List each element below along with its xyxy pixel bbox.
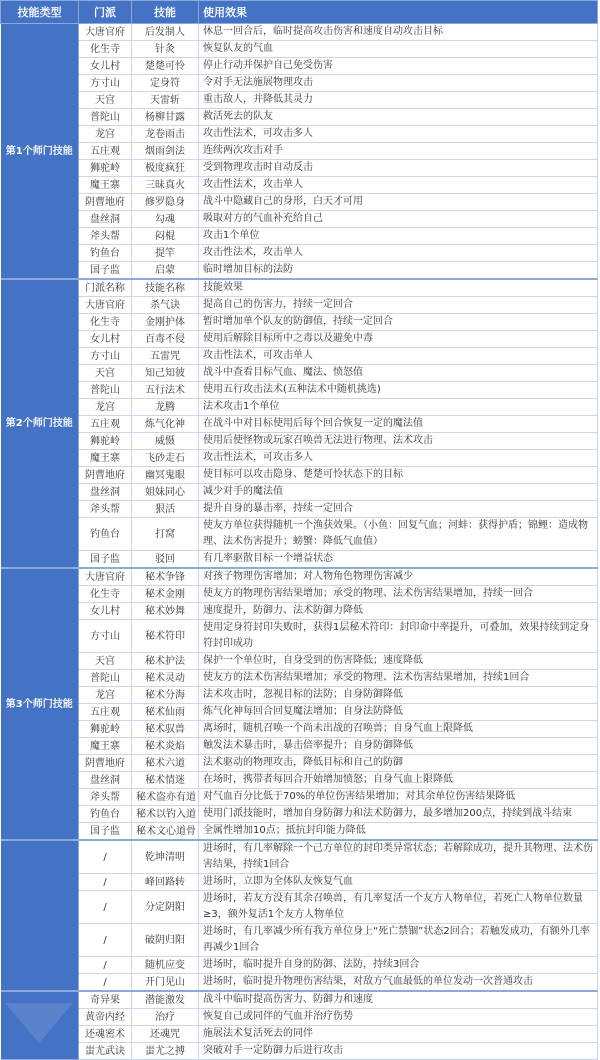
effect-cell: 进场时，有几率解除一个己方单位的封印类异常状态；若解除成功，提升其物理、法术伤害结果，持续1回合 [199, 840, 598, 874]
effect-cell: 触发法术暴击时，暴击倍率提升；自身防御降低 [199, 738, 598, 755]
effect-cell: 重击敌人，并降低其灵力 [199, 92, 598, 109]
table-row [1, 262, 598, 280]
skill-cell: 幽冥鬼眼 [132, 467, 199, 484]
table-row [1, 314, 598, 331]
effect-cell: 攻击性法术，可攻击多人 [199, 450, 598, 467]
school-cell: 盘丝洞 [79, 772, 132, 789]
table-row [1, 160, 598, 177]
table-row [1, 586, 598, 603]
school-cell: / [79, 924, 132, 957]
effect-cell: 在场时，携带者每回合开始增加愤怒；自身气血上限降低 [199, 772, 598, 789]
effect-cell: 对孩子物理伤害增加；对人物角色物理伤害减少 [199, 568, 598, 586]
school-cell: 化生寺 [79, 314, 132, 331]
effect-cell: 攻击性法术，可攻击多人 [199, 126, 598, 143]
skill-cell: 狠活 [132, 501, 199, 518]
table-row [1, 24, 598, 41]
table-row [1, 484, 598, 501]
table-row [1, 433, 598, 450]
skill-cell: 秘术护法 [132, 653, 199, 670]
effect-cell: 吸取对方的气血补充给自己 [199, 211, 598, 228]
effect-cell: 战斗中临时提高伤害力、防御力和速度 [199, 991, 598, 1009]
effect-cell: 休息一回合后，临时提高攻击伤害和速度自动攻击目标 [199, 24, 598, 41]
table-row [1, 772, 598, 789]
skill-cell: 潜能激发 [132, 991, 199, 1009]
skill-cell: 后发制人 [132, 24, 199, 41]
school-cell: 天宫 [79, 92, 132, 109]
skill-cell: 知己知彼 [132, 365, 199, 382]
skill-cell: 秘术金刚 [132, 586, 199, 603]
table-row [1, 1009, 598, 1026]
effect-cell: 速度提升，防御力、法术防御力降低 [199, 603, 598, 620]
school-cell: 五庄观 [79, 143, 132, 160]
effect-cell: 技能效果 [199, 279, 598, 297]
effect-cell: 保护一个单位时，自身受到的伤害降低；速度降低 [199, 653, 598, 670]
table-header-row [1, 1, 598, 24]
table-row [1, 840, 598, 874]
header-effect: 使用效果 [199, 1, 598, 24]
skill-cell: 驳回 [132, 551, 199, 569]
header-school: 门派 [79, 1, 132, 24]
effect-cell: 攻击性法术，攻击单人 [199, 177, 598, 194]
table-row [1, 924, 598, 957]
school-cell: 女儿村 [79, 58, 132, 75]
table-row [1, 568, 598, 586]
skill-cell: 打窝 [132, 518, 199, 551]
school-cell: 方寸山 [79, 348, 132, 365]
effect-cell: 使用后解除目标所中之毒以及避免中毒 [199, 331, 598, 348]
effect-cell: 突破对手一定防御力后进行攻击 [199, 1043, 598, 1060]
effect-cell: 离场时，随机召唤一个尚未出战的召唤兽；自身气血上限降低 [199, 721, 598, 738]
school-cell: / [79, 957, 132, 974]
table-row [1, 653, 598, 670]
table-row [1, 143, 598, 160]
school-cell: 方寸山 [79, 75, 132, 92]
table-row [1, 245, 598, 262]
skill-cell: 秘术情迷 [132, 772, 199, 789]
skill-cell: 秘术文心道骨 [132, 823, 199, 841]
table-row [1, 450, 598, 467]
school-cell: 龙宫 [79, 399, 132, 416]
school-cell: 钓鱼台 [79, 806, 132, 823]
table-row [1, 789, 598, 806]
table-row [1, 297, 598, 314]
school-cell: 天宫 [79, 653, 132, 670]
school-cell: 化生寺 [79, 586, 132, 603]
skill-cell: 秘术分海 [132, 687, 199, 704]
table-row [1, 1026, 598, 1043]
school-cell: 狮驼岭 [79, 433, 132, 450]
skill-cell: 蚩尤之搏 [132, 1043, 199, 1060]
table-row [1, 382, 598, 399]
school-cell: 方寸山 [79, 620, 132, 653]
skill-cell: 开门见山 [132, 974, 199, 992]
table-row [1, 551, 598, 569]
effect-cell: 使用定身符封印失败时，获得1层秘术符印：封印命中率提升，可叠加，效果持续到定身符封印成功 [199, 620, 598, 653]
effect-cell: 法术驱动的物理攻击，降低目标和自己的防御 [199, 755, 598, 772]
school-cell: 普陀山 [79, 109, 132, 126]
effect-cell: 使用五行攻击法术(五种法术中随机挑选) [199, 382, 598, 399]
section-label-5 [1, 991, 79, 1060]
school-cell: 钓鱼台 [79, 245, 132, 262]
effect-cell: 攻击性法术，攻击单人 [199, 245, 598, 262]
effect-cell: 恢复队友的气血 [199, 41, 598, 58]
skill-cell: 百毒不侵 [132, 331, 199, 348]
table-row [1, 501, 598, 518]
skill-cell: 烟雨剑法 [132, 143, 199, 160]
effect-cell: 使友方的法术伤害结果增加；承受的物理、法术伤害结果增加，持续1回合 [199, 670, 598, 687]
effect-cell: 进场时，若友方没有其余召唤兽，有几率复活一个友方人物单位，若死亡人物单位数量≥3，额外复活1个友方人物单位 [199, 891, 598, 924]
effect-cell: 使用后使怪物或玩家召唤兽无法进行物理、法术攻击 [199, 433, 598, 450]
skill-cell: 随机应变 [132, 957, 199, 974]
table-row [1, 874, 598, 891]
header-skill: 技能 [132, 1, 199, 24]
school-cell: 国子监 [79, 262, 132, 280]
effect-cell: 法术攻击1个单位 [199, 399, 598, 416]
table-row [1, 211, 598, 228]
chevron-down-icon [5, 1003, 73, 1043]
skill-cell: 秘术驭兽 [132, 721, 199, 738]
school-cell: 斧头帮 [79, 228, 132, 245]
skill-cell: 杨柳甘露 [132, 109, 199, 126]
table-row [1, 891, 598, 924]
skill-cell: 启蒙 [132, 262, 199, 280]
skill-cell: 还魂咒 [132, 1026, 199, 1043]
table-row [1, 974, 598, 992]
effect-cell: 使友方单位获得随机一个渔获效果。（小鱼：回复气血；河蚌：获得护盾；锦鲤：造成物理、法术伤害提升；螃蟹：降低气血值） [199, 518, 598, 551]
table-row [1, 806, 598, 823]
school-cell: 黄帝内经 [79, 1009, 132, 1026]
effect-cell: 进场时，立即为全体队友恢复气血 [199, 874, 598, 891]
skill-cell: 极度疯狂 [132, 160, 199, 177]
school-cell: 普陀山 [79, 670, 132, 687]
table-body [1, 24, 598, 1060]
skill-cell: 秘术符印 [132, 620, 199, 653]
effect-cell: 使用门派技能时，增加自身防御力和法术防御力，最多增加200点，持续到战斗结束 [199, 806, 598, 823]
effect-cell: 施展法术复活死去的同伴 [199, 1026, 598, 1043]
table-row [1, 109, 598, 126]
skill-cell: 秘术仙雨 [132, 704, 199, 721]
skill-cell: 峰回路转 [132, 874, 199, 891]
skill-cell: 秘术灵动 [132, 670, 199, 687]
skill-cell: 秘术争锋 [132, 568, 199, 586]
effect-cell: 恢复自己或同伴的气血并治疗伤势 [199, 1009, 598, 1026]
table-row [1, 92, 598, 109]
table-row [1, 1043, 598, 1060]
school-cell: / [79, 840, 132, 874]
school-cell: 门派名称 [79, 279, 132, 297]
school-cell: 盘丝洞 [79, 211, 132, 228]
skill-cell: 治疗 [132, 1009, 199, 1026]
school-cell: 狮驼岭 [79, 160, 132, 177]
skill-cell: 威慑 [132, 433, 199, 450]
school-cell: 龙宫 [79, 126, 132, 143]
school-cell: 蚩尤武诀 [79, 1043, 132, 1060]
effect-cell: 炼气化神每回合回复魔法增加；自身法防降低 [199, 704, 598, 721]
table-row [1, 58, 598, 75]
effect-cell: 减少对手的魔法值 [199, 484, 598, 501]
table-row [1, 518, 598, 551]
effect-cell: 使友方的物理伤害结果增加；承受的物理、法术伤害结果增加，持续一回合 [199, 586, 598, 603]
section-label-1: 第1个师门技能 [1, 24, 79, 280]
school-cell: 阴曹地府 [79, 467, 132, 484]
effect-cell: 在战斗中对目标使用后每个回合恢复一定的魔法值 [199, 416, 598, 433]
table-row [1, 670, 598, 687]
skill-cell: 龙腾 [132, 399, 199, 416]
school-cell: 天宫 [79, 365, 132, 382]
school-cell: 阴曹地府 [79, 194, 132, 211]
table-row [1, 620, 598, 653]
table-row [1, 41, 598, 58]
skill-cell: 杀气诀 [132, 297, 199, 314]
table-row [1, 467, 598, 484]
effect-cell: 有几率驱散目标一个增益状态 [199, 551, 598, 569]
effect-cell: 提高自己的伤害力，持续一定回合 [199, 297, 598, 314]
school-cell: 狮驼岭 [79, 721, 132, 738]
table-row [1, 177, 598, 194]
school-cell: 斧头帮 [79, 501, 132, 518]
section-label-2: 第2个师门技能 [1, 279, 79, 568]
school-cell: 钓鱼台 [79, 518, 132, 551]
table-row [1, 991, 598, 1009]
school-cell: 还魂密术 [79, 1026, 132, 1043]
table-row [1, 331, 598, 348]
effect-cell: 全属性增加10点；抵抗封印能力降低 [199, 823, 598, 841]
school-cell: 大唐官府 [79, 568, 132, 586]
school-cell: 大唐官府 [79, 24, 132, 41]
skill-cell: 龙卷雨击 [132, 126, 199, 143]
effect-cell: 停止行动并保护自己免受伤害 [199, 58, 598, 75]
skill-cell: 闷棍 [132, 228, 199, 245]
school-cell: 国子监 [79, 551, 132, 569]
school-cell: 女儿村 [79, 331, 132, 348]
table-row [1, 365, 598, 382]
skill-cell: 技能名称 [132, 279, 199, 297]
effect-cell: 攻击性法术，可攻击单人 [199, 348, 598, 365]
table-row [1, 603, 598, 620]
skill-cell: 五雷咒 [132, 348, 199, 365]
effect-cell: 法术攻击时，忽视目标的法防；自身防御降低 [199, 687, 598, 704]
section-label-4 [1, 840, 79, 991]
school-cell: / [79, 891, 132, 924]
school-cell: 奇异果 [79, 991, 132, 1009]
effect-cell: 令对手无法施展物理攻击 [199, 75, 598, 92]
school-cell: 龙宫 [79, 687, 132, 704]
table-row [1, 704, 598, 721]
table-row [1, 348, 598, 365]
skill-cell: 姐妹同心 [132, 484, 199, 501]
skill-cell: 分定阴阳 [132, 891, 199, 924]
skill-cell: 针灸 [132, 41, 199, 58]
table-row [1, 126, 598, 143]
table-row [1, 755, 598, 772]
table-row [1, 721, 598, 738]
skill-cell: 楚楚可怜 [132, 58, 199, 75]
effect-cell: 受到物理攻击时自动反击 [199, 160, 598, 177]
effect-cell: 进场时，临时提升自身的防御、法防，持续3回合 [199, 957, 598, 974]
effect-cell: 临时增加目标的法防 [199, 262, 598, 280]
skill-cell: 秘术六道 [132, 755, 199, 772]
skill-cell: 三昧真火 [132, 177, 199, 194]
table-row [1, 228, 598, 245]
school-cell: 斧头帮 [79, 789, 132, 806]
school-cell: 魔王寨 [79, 738, 132, 755]
table-row [1, 399, 598, 416]
school-cell: 普陀山 [79, 382, 132, 399]
table-row [1, 823, 598, 841]
table-row [1, 279, 598, 297]
effect-cell: 战斗中隐藏自己的身形，白天才可用 [199, 194, 598, 211]
table-row [1, 194, 598, 211]
table-row [1, 738, 598, 755]
effect-cell: 提升自身的暴击率，持续一定回合 [199, 501, 598, 518]
header-skill-type: 技能类型 [1, 1, 79, 24]
table-row [1, 75, 598, 92]
school-cell: 五庄观 [79, 416, 132, 433]
school-cell: 阴曹地府 [79, 755, 132, 772]
skill-cell: 金刚护体 [132, 314, 199, 331]
skill-cell: 乾坤清明 [132, 840, 199, 874]
effect-cell: 连续两次攻击对手 [199, 143, 598, 160]
effect-cell: 使目标可以攻击隐身、楚楚可怜状态下的目标 [199, 467, 598, 484]
school-cell: 化生寺 [79, 41, 132, 58]
effect-cell: 对气血百分比低于70%的单位伤害结果增加；对其余单位伤害结果降低 [199, 789, 598, 806]
school-cell: 大唐官府 [79, 297, 132, 314]
school-cell: / [79, 974, 132, 992]
skill-cell: 五行法术 [132, 382, 199, 399]
school-cell: 国子监 [79, 823, 132, 841]
effect-cell: 攻击1个单位 [199, 228, 598, 245]
skill-cell: 修罗隐身 [132, 194, 199, 211]
school-cell: 魔王寨 [79, 177, 132, 194]
effect-cell: 战斗中查看目标气血、魔法、愤怒值 [199, 365, 598, 382]
skill-cell: 勾魂 [132, 211, 199, 228]
skill-cell: 提竿 [132, 245, 199, 262]
school-cell: 五庄观 [79, 704, 132, 721]
school-cell: 女儿村 [79, 603, 132, 620]
skill-cell: 定身符 [132, 75, 199, 92]
school-cell: 魔王寨 [79, 450, 132, 467]
skill-cell: 炼气化神 [132, 416, 199, 433]
table-row [1, 957, 598, 974]
school-cell: / [79, 874, 132, 891]
school-cell: 盘丝洞 [79, 484, 132, 501]
skill-cell: 天雷斩 [132, 92, 199, 109]
skill-cell: 秘术炎焰 [132, 738, 199, 755]
table-row [1, 687, 598, 704]
skill-cell: 秘术以钓入道 [132, 806, 199, 823]
effect-cell: 进场时，有几率减少所有我方单位身上“死亡禁锢”状态2回合；若触发成功，有额外几率再减少1回合 [199, 924, 598, 957]
effect-cell: 进场时，临时提升物理伤害结果，对敌方气血最低的单位发动一次普通攻击 [199, 974, 598, 992]
skill-cell: 秘术妙舞 [132, 603, 199, 620]
effect-cell: 救活死去的队友 [199, 109, 598, 126]
table-row [1, 416, 598, 433]
skill-cell: 飞砂走石 [132, 450, 199, 467]
section-label-3: 第3个师门技能 [1, 568, 79, 840]
skill-cell: 秘术盗亦有道 [132, 789, 199, 806]
effect-cell: 暂时增加单个队友的防御值，持续一定回合 [199, 314, 598, 331]
skill-cell: 破阴归阳 [132, 924, 199, 957]
